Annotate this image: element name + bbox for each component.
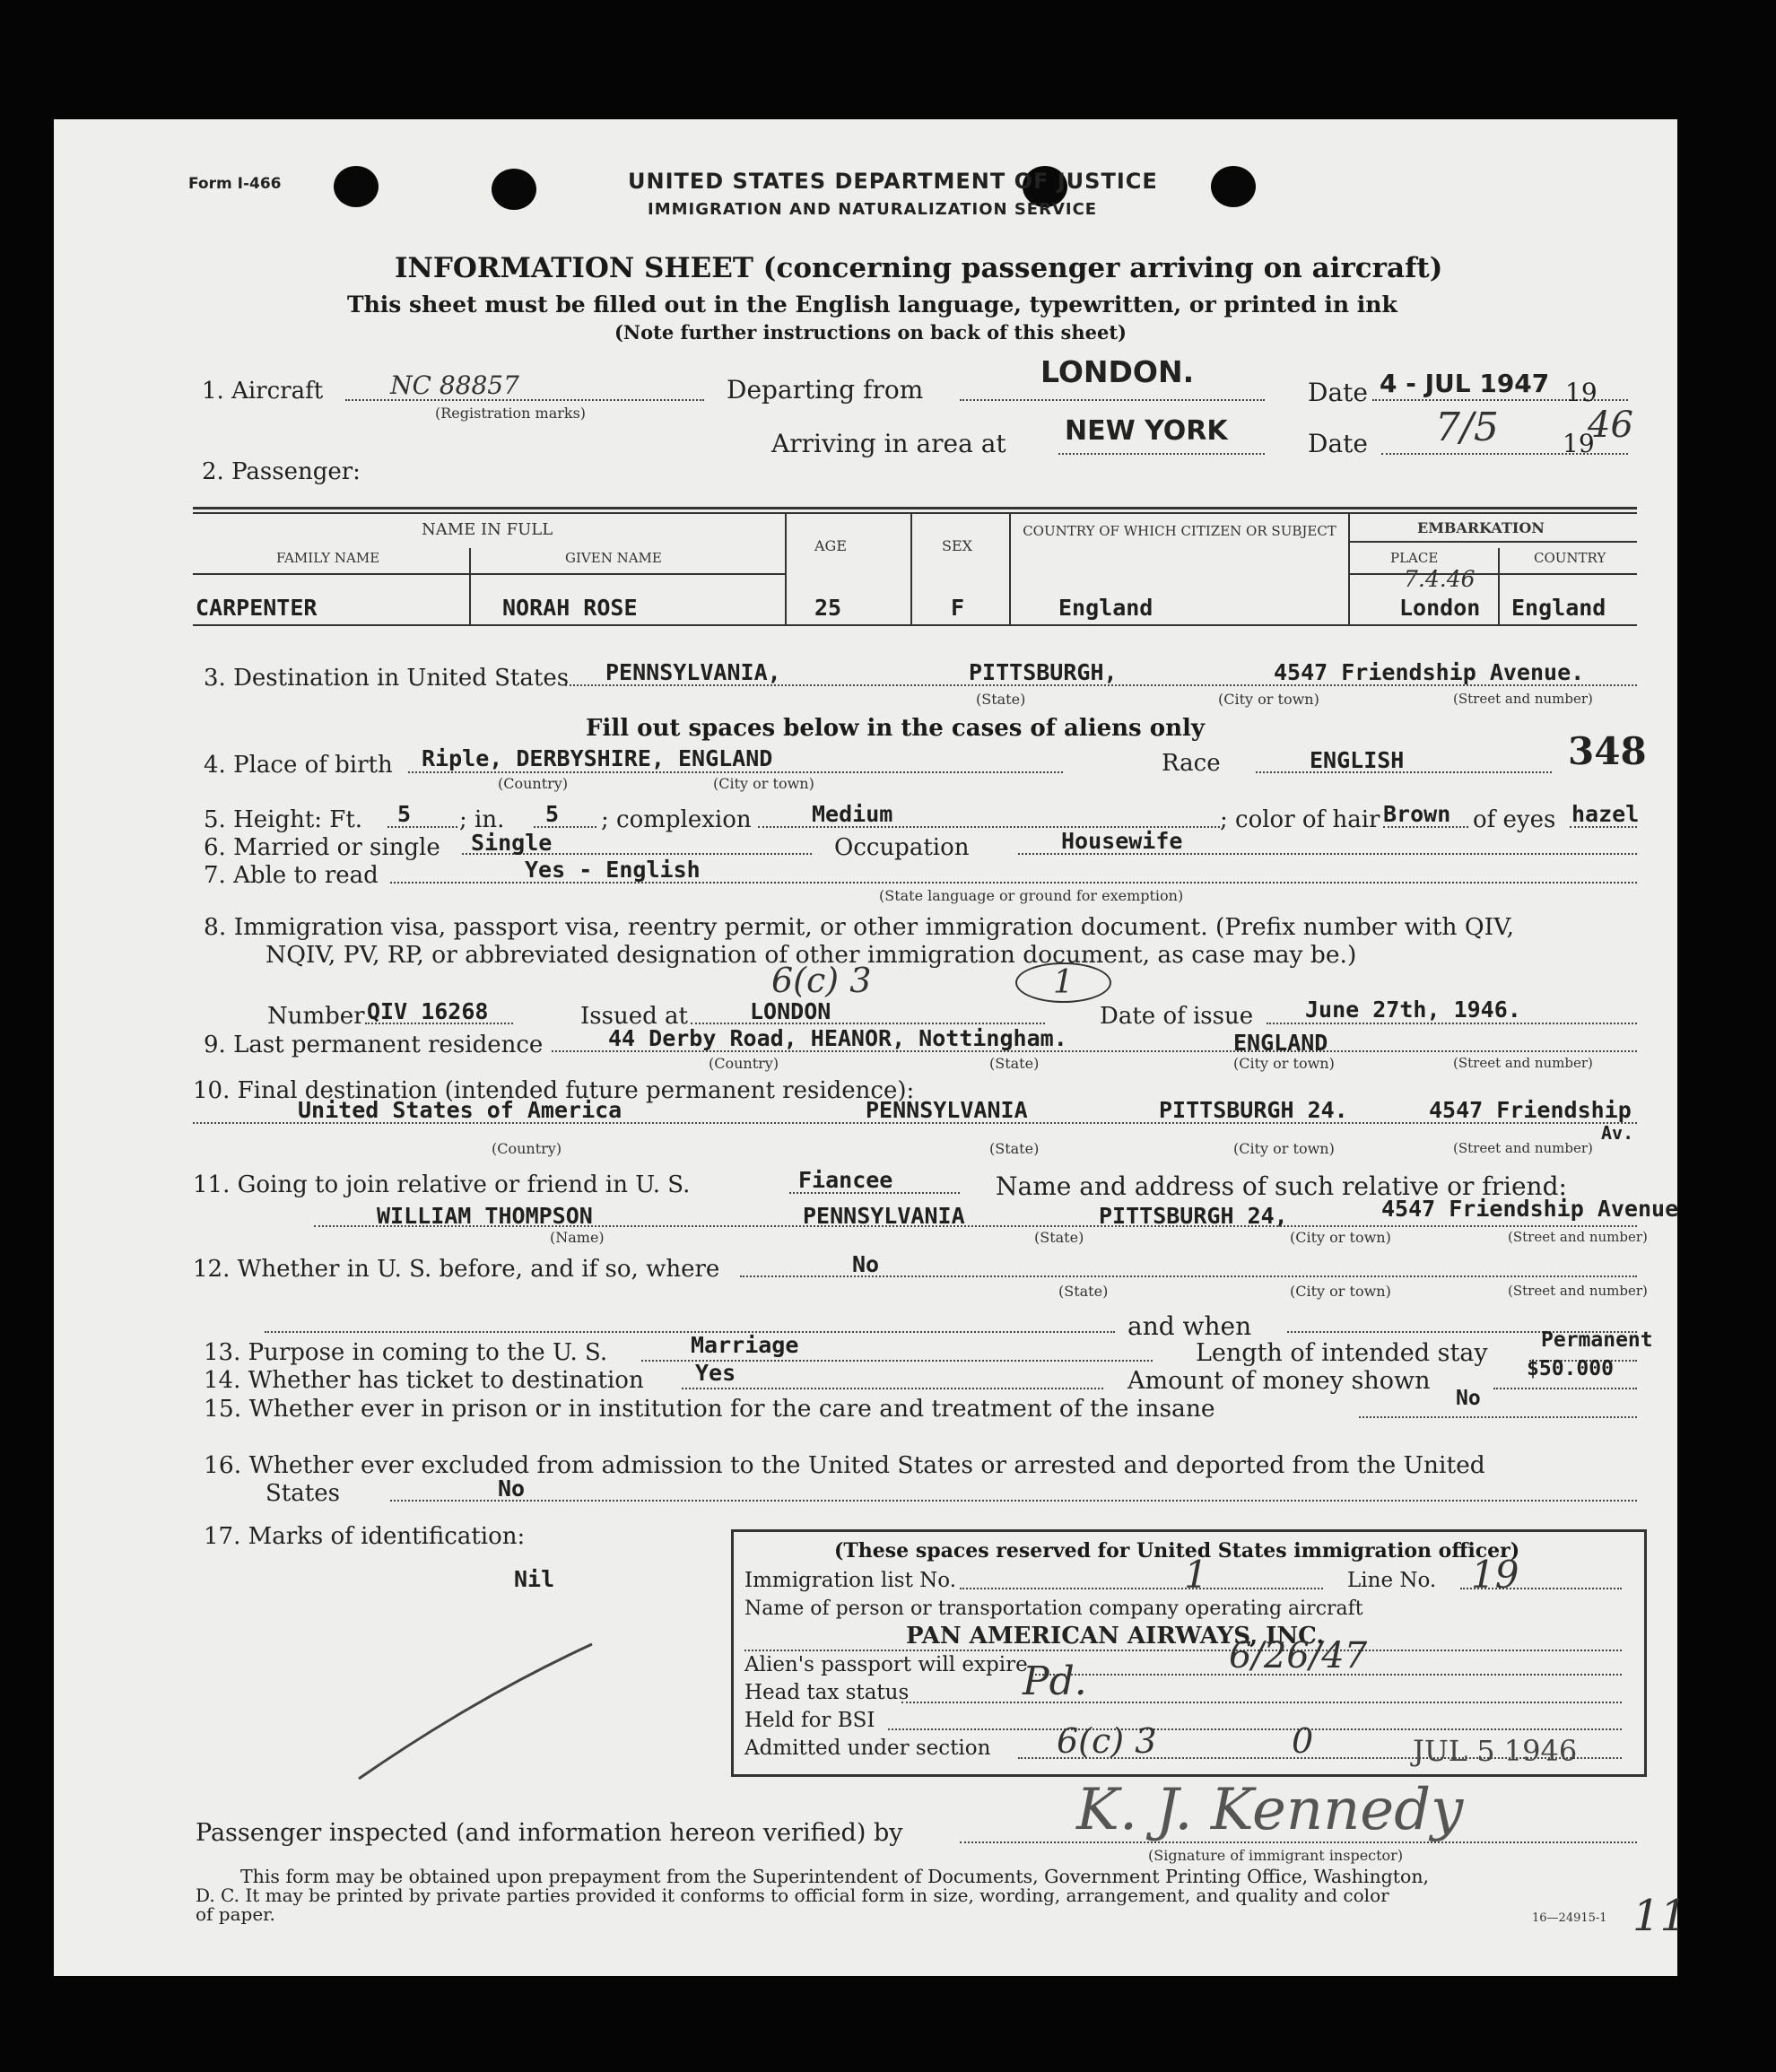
residence-country: ENGLAND <box>1233 1030 1328 1056</box>
admitted-label: Admitted under section <box>744 1737 991 1760</box>
form-sheet <box>54 119 1688 1976</box>
issue-date-label: Date of issue <box>1100 1003 1254 1030</box>
height-in-label: ; in. <box>459 806 505 833</box>
operator-value: PAN AMERICAN AIRWAYS, INC. <box>906 1623 1325 1650</box>
passport-expire-label: Alien's passport will expire <box>744 1653 1028 1676</box>
inspector-signature: K. J. Kennedy <box>1076 1777 1464 1843</box>
occupation-value: Housewife <box>1061 828 1183 854</box>
admission-date-stamp: JUL 5 1946 <box>1413 1734 1578 1768</box>
bsi-label: Held for BSI <box>744 1709 875 1732</box>
officer-box-heading: (These spaces reserved for United States immigration officer) <box>834 1539 1520 1563</box>
destination-city-sub: (City or town) <box>1218 691 1319 708</box>
arriving-label: Arriving in area at <box>771 429 1006 458</box>
passport-expire-value: 6/26/47 <box>1229 1635 1368 1676</box>
embarkation-date-value: 7.4.46 <box>1404 566 1476 592</box>
visa-text-1: 8. Immigration visa, passport visa, reentry permit, or other immigration document. (Prefix number with QIV, <box>204 913 1515 941</box>
issued-handwritten-note: 6(c) 3 <box>771 961 872 1000</box>
prison-value: No <box>1456 1387 1481 1410</box>
purpose-label: 13. Purpose in coming to the U. S. <box>204 1339 608 1366</box>
identification-label: 17. Marks of identification: <box>204 1523 526 1550</box>
height-ft-label: 5. Height: Ft. <box>204 806 363 833</box>
excluded-value: No <box>498 1476 526 1502</box>
final-destination-city: PITTSBURGH 24. <box>1159 1097 1348 1123</box>
complexion-label: ; complexion <box>601 806 752 833</box>
marital-label: 6. Married or single <box>204 834 440 861</box>
previous-visit-value: No <box>852 1251 880 1277</box>
stamp-number: 348 <box>1568 729 1647 773</box>
residence-country-sub: (Country) <box>709 1055 779 1072</box>
inspector-signature-sub: (Signature of immigrant inspector) <box>1148 1847 1404 1864</box>
previous-visit-label: 12. Whether in U. S. before, and if so, where <box>193 1256 720 1283</box>
final-destination-street-sub: (Street and number) <box>1453 1140 1593 1156</box>
relative-name-label: Name and address of such relative or friend: <box>996 1171 1567 1201</box>
arrival-date-label: Date <box>1308 429 1368 458</box>
given-name-head: GIVEN NAME <box>565 550 662 566</box>
age-head: AGE <box>814 537 848 554</box>
form-note: (Note further instructions on back of this sheet) <box>614 321 1127 344</box>
given-name-value: NORAH ROSE <box>502 595 638 621</box>
ticket-label: 14. Whether has ticket to destination <box>204 1367 644 1394</box>
previous-visit-state-sub: (State) <box>1058 1283 1109 1300</box>
sex-head: SEX <box>942 537 973 554</box>
residence-state-sub: (State) <box>989 1055 1040 1072</box>
visa-number-value: QIV 16268 <box>367 998 489 1024</box>
citizenship-value: England <box>1058 595 1154 621</box>
form-title: INFORMATION SHEET (concerning passenger arriving on aircraft) <box>395 252 1443 284</box>
inspection-label: Passenger inspected (and information hereon verified) by <box>196 1819 903 1847</box>
relative-name: WILLIAM THOMPSON <box>377 1203 593 1229</box>
arrival-year-label: 19 <box>1563 429 1595 458</box>
birthplace-country-sub: (Country) <box>498 775 569 792</box>
passenger-label: 2. Passenger: <box>202 458 361 485</box>
embarkation-place-head: PLACE <box>1390 550 1439 566</box>
money-label: Amount of money shown <box>1127 1367 1431 1395</box>
eyes-label: of eyes <box>1473 806 1556 833</box>
occupation-label: Occupation <box>834 834 970 861</box>
hair-label: ; color of hair <box>1220 806 1380 833</box>
head-tax-label: Head tax status <box>744 1681 910 1704</box>
footer-code: 16—24915-1 <box>1532 1911 1607 1925</box>
line-no-value: 19 <box>1471 1553 1519 1597</box>
arrival-year-value: 46 <box>1588 405 1633 446</box>
stay-label: Length of intended stay <box>1196 1339 1488 1367</box>
page-mark: 11 <box>1632 1891 1688 1941</box>
destination-state: PENNSYLVANIA, <box>605 659 781 685</box>
embarkation-head: EMBARKATION <box>1417 519 1545 536</box>
pencil-stroke <box>350 1626 601 1788</box>
admitted-value: 6(c) 3 <box>1057 1721 1157 1761</box>
list-no-label: Immigration list No. <box>744 1569 957 1592</box>
departure-date-label: Date <box>1308 378 1368 407</box>
height-in-value: 5 <box>545 801 560 827</box>
final-destination-country-sub: (Country) <box>492 1140 562 1157</box>
relative-state: PENNSYLVANIA <box>803 1203 965 1229</box>
list-no-value: 1 <box>1184 1553 1208 1597</box>
stay-value: Permanent <box>1541 1328 1653 1352</box>
money-value: $50.000 <box>1527 1357 1614 1380</box>
relative-city: PITTSBURGH 24, <box>1099 1203 1288 1229</box>
eyes-value: hazel <box>1571 801 1640 827</box>
admitted-mark: 0 <box>1292 1721 1314 1761</box>
read-sub: (State language or ground for exemption) <box>879 887 1184 904</box>
punch-hole-1 <box>334 166 379 207</box>
join-relative-value: Fiancee <box>798 1167 893 1193</box>
destination-street-sub: (Street and number) <box>1453 691 1593 707</box>
residence-city-sub: (City or town) <box>1233 1055 1335 1072</box>
read-label: 7. Able to read <box>204 862 379 889</box>
form-number: Form I-466 <box>188 175 282 193</box>
ticket-value: Yes <box>695 1360 736 1386</box>
form-instruction: This sheet must be filled out in the English language, typewritten, or printed in ink <box>347 292 1397 318</box>
identification-value: Nil <box>514 1566 555 1592</box>
destination-street: 4547 Friendship Avenue. <box>1274 659 1585 685</box>
embarkation-place-value: London <box>1399 595 1481 621</box>
final-destination-street-cont: Av. <box>1601 1122 1634 1144</box>
aliens-only-heading: Fill out spaces below in the cases of aliens only <box>586 715 1205 742</box>
aircraft-sub: (Registration marks) <box>435 405 587 422</box>
marital-value: Single <box>471 830 553 856</box>
complexion-value: Medium <box>812 801 893 827</box>
footer-line-1: This form may be obtained upon prepayment from the Superintendent of Documents, Government Printing Office, Washington, <box>240 1866 1430 1887</box>
destination-label: 3. Destination in United States <box>204 665 570 692</box>
name-in-full-head: NAME IN FULL <box>422 520 553 539</box>
relative-street: 4547 Friendship Avenue <box>1381 1196 1679 1222</box>
service-name: IMMIGRATION AND NATURALIZATION SERVICE <box>648 200 1098 219</box>
previous-visit-when-label: and when <box>1127 1311 1252 1341</box>
birthplace-city-sub: (City or town) <box>713 775 814 792</box>
arrival-date-value: 7/5 <box>1435 405 1499 450</box>
departing-label: Departing from <box>727 375 924 405</box>
issued-handwritten-circle: 1 <box>1015 962 1111 1003</box>
issue-date-value: June 27th, 1946. <box>1305 997 1521 1023</box>
race-label: Race <box>1162 750 1221 777</box>
prison-label: 15. Whether ever in prison or in institution for the care and treatment of the insane <box>204 1395 1215 1423</box>
footer-line-2: D. C. It may be printed by private parties provided it conforms to official form in size, wording, arrangement, and quality and color <box>196 1885 1389 1906</box>
final-destination-state-sub: (State) <box>989 1140 1040 1157</box>
read-value: Yes - English <box>525 857 701 883</box>
family-name-value: CARPENTER <box>196 595 318 621</box>
issued-label: Issued at <box>580 1003 688 1030</box>
aircraft-value: NC 88857 <box>390 370 519 400</box>
final-destination-label: 10. Final destination (intended future permanent residence): <box>193 1077 915 1104</box>
punch-hole-2 <box>492 169 536 210</box>
birthplace-value: Riple, DERBYSHIRE, ENGLAND <box>422 745 773 771</box>
footer-line-3: of paper. <box>196 1903 275 1925</box>
excluded-text-1: 16. Whether ever excluded from admission to the United States or arrested and deported from the United <box>204 1451 1485 1479</box>
relative-city-sub: (City or town) <box>1290 1229 1391 1246</box>
issued-value: LONDON <box>750 998 831 1024</box>
join-relative-label: 11. Going to join relative or friend in U. S. <box>193 1171 691 1198</box>
embarkation-country-value: England <box>1511 595 1606 621</box>
visa-number-label: Number <box>267 1003 365 1030</box>
age-value: 25 <box>814 595 842 621</box>
excluded-text-2: States <box>266 1480 340 1507</box>
destination-city: PITTSBURGH, <box>969 659 1118 685</box>
relative-name-sub: (Name) <box>550 1229 605 1246</box>
visa-text-2: NQIV, PV, RP, or abbreviated designation of other immigration document, as case may be.) <box>266 941 1357 969</box>
residence-label: 9. Last permanent residence <box>204 1032 544 1058</box>
line-no-label: Line No. <box>1347 1569 1437 1592</box>
height-ft-value: 5 <box>397 801 412 827</box>
departure-date-value: 4 - JUL 1947 <box>1380 369 1550 398</box>
residence-street-sub: (Street and number) <box>1453 1055 1593 1071</box>
punch-hole-4 <box>1211 166 1256 207</box>
destination-state-sub: (State) <box>976 691 1026 708</box>
family-name-head: FAMILY NAME <box>276 550 380 566</box>
head-tax-value: Pd. <box>1023 1658 1087 1704</box>
sex-value: F <box>951 595 965 621</box>
departing-value: LONDON. <box>1040 354 1195 389</box>
arriving-value: NEW YORK <box>1065 415 1228 447</box>
operator-label: Name of person or transportation company operating aircraft <box>744 1598 1363 1620</box>
final-destination-street: 4547 Friendship <box>1429 1097 1632 1123</box>
residence-value: 44 Derby Road, HEANOR, Nottingham. <box>608 1025 1067 1051</box>
purpose-value: Marriage <box>691 1332 799 1358</box>
final-destination-state: PENNSYLVANIA <box>866 1097 1028 1123</box>
aircraft-label: 1. Aircraft <box>202 378 324 405</box>
department-name: UNITED STATES DEPARTMENT OF JUSTICE <box>628 169 1158 194</box>
final-destination-city-sub: (City or town) <box>1233 1140 1335 1157</box>
previous-visit-city-sub: (City or town) <box>1290 1283 1391 1300</box>
embarkation-country-head: COUNTRY <box>1534 550 1606 566</box>
previous-visit-street-sub: (Street and number) <box>1508 1283 1648 1299</box>
relative-street-sub: (Street and number) <box>1508 1229 1648 1245</box>
hair-value: Brown <box>1383 801 1451 827</box>
birthplace-label: 4. Place of birth <box>204 752 393 779</box>
departure-year-label: 19 <box>1565 378 1598 407</box>
final-destination-country: United States of America <box>298 1097 622 1123</box>
citizenship-head: COUNTRY OF WHICH CITIZEN OR SUBJECT <box>1023 523 1336 539</box>
relative-state-sub: (State) <box>1034 1229 1084 1246</box>
race-value: ENGLISH <box>1310 747 1405 773</box>
